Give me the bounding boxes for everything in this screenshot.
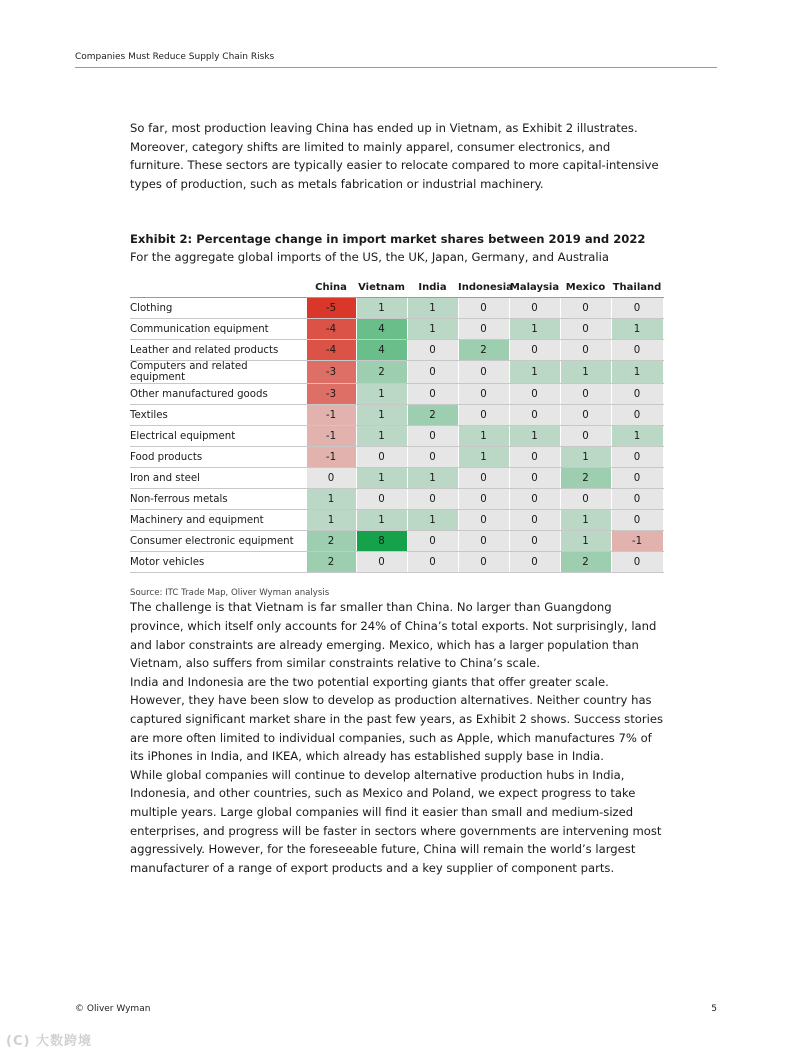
heat-cell-indonesia: 2 (458, 340, 509, 361)
row-label: Textiles (130, 405, 306, 426)
heat-cell-thailand: 1 (611, 319, 663, 340)
heat-cell-vietnam: 2 (356, 361, 407, 384)
column-header-malaysia: Malaysia (509, 277, 560, 298)
heat-cell-india: 0 (407, 552, 458, 573)
heat-cell-india: 0 (407, 384, 458, 405)
column-header-china: China (306, 277, 356, 298)
heat-cell-indonesia: 1 (458, 426, 509, 447)
heat-cell-malaysia: 1 (509, 361, 560, 384)
exhibit-2 (130, 230, 665, 598)
heat-cell-indonesia: 0 (458, 552, 509, 573)
page-content (130, 119, 665, 877)
heat-cell-china: -1 (306, 426, 356, 447)
heat-cell-mexico: 0 (560, 489, 611, 510)
heat-cell-thailand: 0 (611, 340, 663, 361)
heat-cell-china: 2 (306, 531, 356, 552)
heat-cell-mexico: 2 (560, 468, 611, 489)
heat-cell-thailand: 1 (611, 426, 663, 447)
heat-cell-indonesia: 0 (458, 468, 509, 489)
heat-cell-vietnam: 0 (356, 489, 407, 510)
heat-cell-indonesia: 0 (458, 319, 509, 340)
column-header-india: India (407, 277, 458, 298)
heat-cell-vietnam: 4 (356, 319, 407, 340)
heat-cell-thailand: -1 (611, 531, 663, 552)
row-label: Electrical equipment (130, 426, 306, 447)
heat-cell-malaysia: 0 (509, 298, 560, 319)
heat-cell-vietnam: 1 (356, 298, 407, 319)
heat-cell-mexico: 1 (560, 531, 611, 552)
heat-cell-china: 1 (306, 510, 356, 531)
heat-cell-malaysia: 0 (509, 552, 560, 573)
exhibit-title: Exhibit 2: Percentage change in import market shares between 2019 and 2022 (130, 232, 646, 247)
table-row (130, 340, 663, 361)
column-header-thailand: Thailand (611, 277, 663, 298)
table-row (130, 361, 663, 384)
row-label: Communication equipment (130, 319, 306, 340)
running-header: Companies Must Reduce Supply Chain Risks (75, 52, 717, 68)
table-row (130, 531, 663, 552)
heat-cell-indonesia: 0 (458, 405, 509, 426)
heat-cell-mexico: 0 (560, 405, 611, 426)
heat-cell-thailand: 0 (611, 405, 663, 426)
heat-cell-vietnam: 0 (356, 552, 407, 573)
heat-cell-malaysia: 0 (509, 489, 560, 510)
table-row (130, 489, 663, 510)
row-label: Consumer electronic equipment (130, 531, 306, 552)
heat-cell-india: 0 (407, 340, 458, 361)
heat-cell-china: -1 (306, 405, 356, 426)
heat-cell-indonesia: 0 (458, 361, 509, 384)
heat-cell-malaysia: 0 (509, 384, 560, 405)
paragraph-3: India and Indonesia are the two potential exporting giants that offer greater scale. However, they have been slow to develop as production alternatives. Neither country has captured significant market share in the past few years, as Exhibit 2 shows. Success stories are more often limited to individual companies, such as Apple, which manufactures 7% of its iPhones in India, and IKEA, which already has established supply base in India. (130, 674, 664, 764)
heat-cell-china: -3 (306, 361, 356, 384)
heat-cell-mexico: 0 (560, 319, 611, 340)
heat-cell-china: 0 (306, 468, 356, 489)
heat-cell-mexico: 1 (560, 510, 611, 531)
heat-cell-china: -4 (306, 319, 356, 340)
heat-cell-india: 2 (407, 405, 458, 426)
heat-cell-china: 1 (306, 489, 356, 510)
heat-cell-vietnam: 8 (356, 531, 407, 552)
exhibit-subtitle: For the aggregate global imports of the US, the UK, Japan, Germany, and Australia (130, 250, 609, 265)
heat-cell-vietnam: 1 (356, 405, 407, 426)
heat-cell-vietnam: 1 (356, 384, 407, 405)
source-note: Source: ITC Trade Map, Oliver Wyman analysis (130, 588, 330, 599)
table-row (130, 426, 663, 447)
heat-cell-india: 1 (407, 468, 458, 489)
heatmap-table (130, 277, 664, 573)
heat-cell-malaysia: 0 (509, 405, 560, 426)
heat-cell-thailand: 0 (611, 552, 663, 573)
heat-cell-indonesia: 0 (458, 489, 509, 510)
heat-cell-vietnam: 4 (356, 340, 407, 361)
paragraph-1: So far, most production leaving China has ended up in Vietnam, as Exhibit 2 illustrates. Moreover, category shifts are limited to mainly apparel, consumer electronics, and furniture. These sectors are typically easier to relocate compared to more capital-intensive types of production, such as metals fabrication or industrial machinery. (130, 121, 659, 191)
row-label: Leather and related products (130, 340, 306, 361)
heat-cell-china: -4 (306, 340, 356, 361)
heat-cell-thailand: 0 (611, 510, 663, 531)
heat-cell-china: -1 (306, 447, 356, 468)
heat-cell-thailand: 0 (611, 447, 663, 468)
heat-cell-thailand: 0 (611, 298, 663, 319)
column-header-vietnam: Vietnam (356, 277, 407, 298)
row-label: Food products (130, 447, 306, 468)
heat-cell-vietnam: 1 (356, 510, 407, 531)
heat-cell-china: -3 (306, 384, 356, 405)
heat-cell-thailand: 0 (611, 468, 663, 489)
heat-cell-thailand: 0 (611, 489, 663, 510)
heat-cell-mexico: 0 (560, 426, 611, 447)
table-body (130, 298, 663, 573)
heat-cell-malaysia: 1 (509, 319, 560, 340)
heat-cell-thailand: 1 (611, 361, 663, 384)
heat-cell-indonesia: 0 (458, 510, 509, 531)
row-label: Motor vehicles (130, 552, 306, 573)
heat-cell-malaysia: 0 (509, 510, 560, 531)
row-label: Machinery and equipment (130, 510, 306, 531)
heat-cell-india: 1 (407, 510, 458, 531)
heat-cell-india: 0 (407, 426, 458, 447)
row-label: Computers and related equipment (130, 361, 306, 384)
table-row (130, 552, 663, 573)
row-label: Clothing (130, 298, 306, 319)
table-row (130, 510, 663, 531)
heat-cell-mexico: 1 (560, 361, 611, 384)
row-label: Other manufactured goods (130, 384, 306, 405)
heat-cell-india: 0 (407, 361, 458, 384)
table-row (130, 298, 663, 319)
heat-cell-vietnam: 1 (356, 468, 407, 489)
footer-copyright: © Oliver Wyman (75, 1004, 151, 1014)
watermark: (C) 大数跨境 (6, 1034, 92, 1049)
heat-cell-india: 0 (407, 447, 458, 468)
heat-cell-mexico: 0 (560, 298, 611, 319)
page-number: 5 (711, 1004, 717, 1014)
heat-cell-malaysia: 0 (509, 468, 560, 489)
heat-cell-malaysia: 0 (509, 340, 560, 361)
heat-cell-mexico: 2 (560, 552, 611, 573)
header-row (130, 277, 663, 298)
heat-cell-vietnam: 0 (356, 447, 407, 468)
row-label: Non-ferrous metals (130, 489, 306, 510)
heat-cell-india: 1 (407, 298, 458, 319)
column-header-mexico: Mexico (560, 277, 611, 298)
heat-cell-china: 2 (306, 552, 356, 573)
heat-cell-india: 0 (407, 531, 458, 552)
table-row (130, 447, 663, 468)
heat-cell-malaysia: 0 (509, 531, 560, 552)
table-row (130, 319, 663, 340)
table-row (130, 384, 663, 405)
heat-cell-malaysia: 0 (509, 447, 560, 468)
corner-cell (130, 277, 306, 298)
row-label: Iron and steel (130, 468, 306, 489)
heat-cell-china: -5 (306, 298, 356, 319)
heat-cell-malaysia: 1 (509, 426, 560, 447)
heat-cell-thailand: 0 (611, 384, 663, 405)
column-header-indonesia: Indonesia (458, 277, 509, 298)
paragraph-2: The challenge is that Vietnam is far smaller than China. No larger than Guangdong province, which itself only accounts for 24% of China’s total exports. Not surprisingly, land and labor constraints are already emerging. Mexico, which has a larger population than Vietnam, also suffers from similar constraints relative to China’s scale. (130, 600, 657, 671)
heat-cell-indonesia: 0 (458, 531, 509, 552)
paragraph-4: While global companies will continue to develop alternative production hubs in India, Indonesia, and other countries, such as Mexico and Poland, we expect progress to take multiple years. Large global companies will find it easier than small and medium-sized enterprises, and progress will be faster in sectors where governments are intervening most aggressively. However, for the foreseeable future, China will remain the world’s largest manufacturer of a range of export products and a key supplier of component parts. (130, 767, 662, 875)
heat-cell-vietnam: 1 (356, 426, 407, 447)
heat-cell-mexico: 0 (560, 384, 611, 405)
table-row (130, 405, 663, 426)
table-row (130, 468, 663, 489)
heat-cell-indonesia: 0 (458, 298, 509, 319)
heat-cell-mexico: 1 (560, 447, 611, 468)
heat-cell-mexico: 0 (560, 340, 611, 361)
heat-cell-india: 0 (407, 489, 458, 510)
heat-cell-indonesia: 1 (458, 447, 509, 468)
heat-cell-india: 1 (407, 319, 458, 340)
heat-cell-indonesia: 0 (458, 384, 509, 405)
